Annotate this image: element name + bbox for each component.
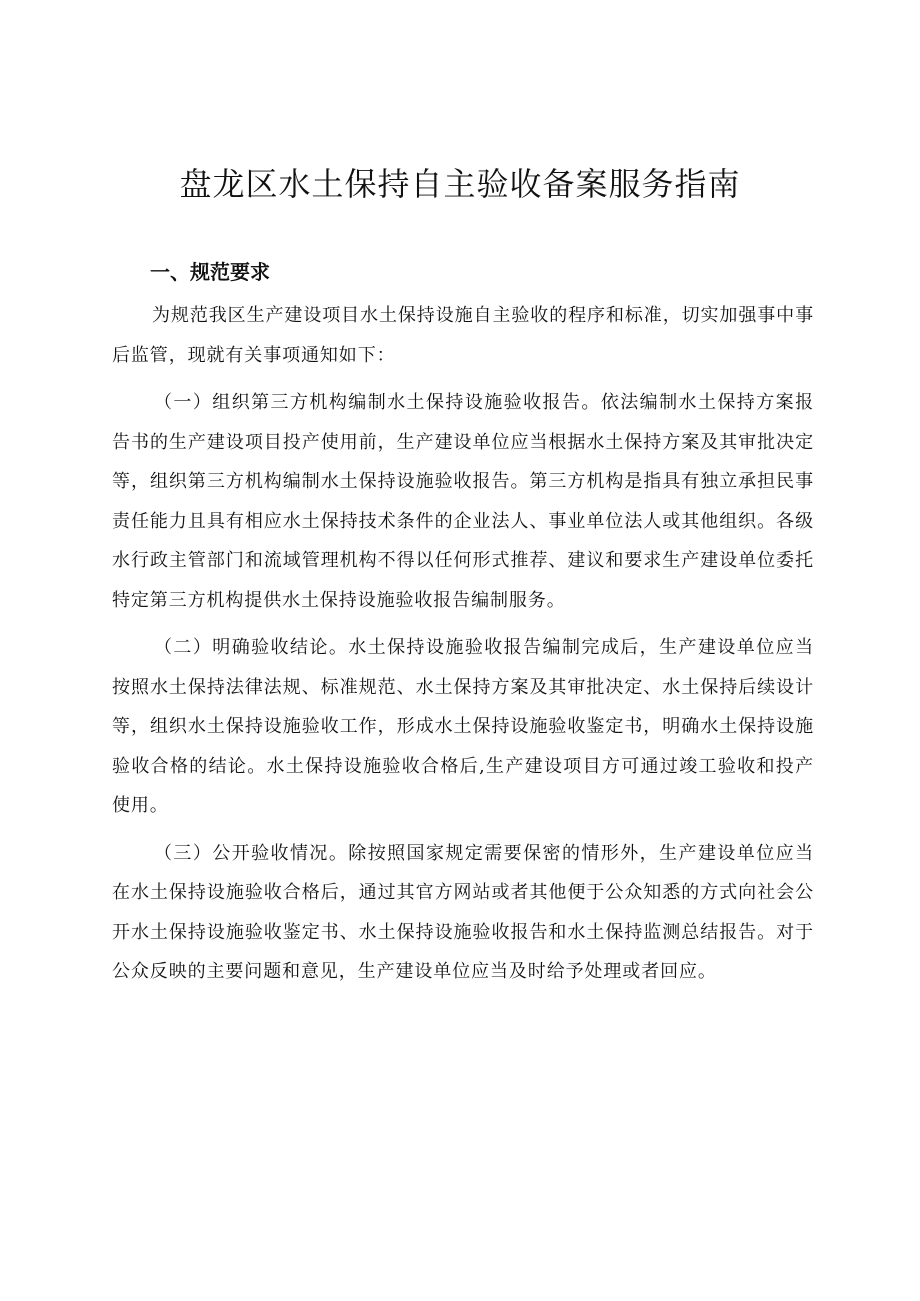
item-paragraph-1: （一）组织第三方机构编制水土保持设施验收报告。依法编制水土保持方案报告书的生产建设项目投产使用前，生产建设单位应当根据水土保持方案及其审批决定等，组织第三方机构编制水土保持设施验收报告。第三方机构是指具有独立承担民事责任能力且具有相应水土保持技术条件的企业法人、事业单位法人或其他组织。各级水行政主管部门和流域管理机构不得以任何形式推荐、建议和要求生产建设单位委托特定第三方机构提供水土保持设施验收报告编制服务。 bbox=[112, 392, 814, 611]
page-title: 盘龙区水土保持自主验收备案服务指南 bbox=[179, 165, 741, 203]
section-heading: 一、规范要求 bbox=[150, 260, 270, 284]
item-paragraph-2: （二）明确验收结论。水土保持设施验收报告编制完成后，生产建设单位应当按照水土保持法律法规、标准规范、水土保持方案及其审批决定、水土保持后续设计等，组织水土保持设施验收工作，形成水土保持设施验收鉴定书，明确水土保持设施验收合格的结论。水土保持设施验收合格后,生产建设项目方可通过竣工验收和投产使用。 bbox=[112, 637, 814, 816]
document-body bbox=[112, 254, 814, 992]
intro-paragraph: 为规范我区生产建设项目水土保持设施自主验收的程序和标准，切实加强事中事后监管，现就有关事项通知如下： bbox=[112, 305, 814, 366]
item-paragraph-3: （三）公开验收情况。除按照国家规定需要保密的情形外，生产建设单位应当在水土保持设施验收合格后，通过其官方网站或者其他便于公众知悉的方式向社会公开水土保持设施验收鉴定书、水土保持设施验收报告和水土保持监测总结报告。对于公众反映的主要问题和意见，生产建设单位应当及时给予处理或者回应。 bbox=[112, 842, 814, 982]
